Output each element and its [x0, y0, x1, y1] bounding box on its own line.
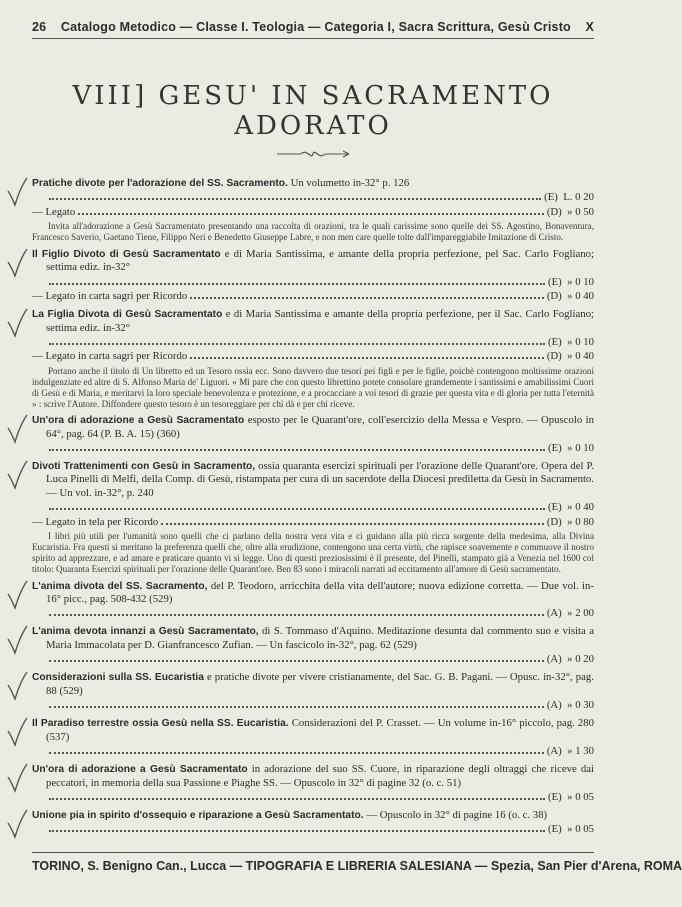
edition-code: (E): [548, 275, 562, 288]
bound-edition-line: [32, 289, 594, 303]
handwritten-check-icon: [6, 671, 28, 701]
section-roman: X: [585, 20, 594, 34]
entry-description: [32, 763, 594, 790]
catalog-entry: [32, 308, 594, 409]
page-number: 26: [32, 20, 47, 34]
entry-details: — Opuscolo in 32° di pagine 16 (o. c. 38): [366, 809, 548, 822]
running-title: Catalogo Metodico — Classe I. Teologia — Categoria I, Sacra Scrittura, Gesù Cristo: [60, 20, 571, 34]
dot-leader: [49, 275, 545, 285]
entry-details: del P. Teodoro, arricchita della vita dell'autore; nuova edizione corretta. — Due vol. in-16° picc., pag. 508-432 (529): [46, 579, 595, 605]
price-line: [32, 790, 594, 804]
handwritten-check-icon: [6, 414, 28, 444]
dot-leader: [49, 500, 545, 510]
handwritten-check-icon: [6, 763, 28, 793]
catalog-entry: [32, 671, 594, 712]
entry-title: L'anima divota del SS. Sacramento,: [32, 580, 208, 592]
handwritten-check-icon: [6, 248, 28, 278]
bound-edition-code: (D): [546, 350, 562, 363]
catalog-entry: [32, 763, 594, 804]
bound-edition-line: [32, 205, 594, 219]
bound-edition-price: » 0 50: [567, 205, 594, 218]
running-header: [32, 20, 594, 39]
price-line: [32, 606, 594, 620]
entry-title: Il Paradiso terrestre ossia Gesù nella SS. Eucaristia.: [32, 718, 289, 730]
entry-description: [32, 809, 594, 822]
price-line: [32, 335, 594, 349]
entry-list: [32, 177, 594, 837]
bound-edition-price: » 0 40: [567, 290, 594, 303]
entry-title: Un'ora di adorazione a Gesù Sacramentato: [32, 415, 245, 427]
catalog-entry: [32, 414, 594, 455]
entry-description: [32, 414, 594, 441]
bound-edition-code: (D): [546, 205, 562, 218]
entry-title: Pratiche divote per l'adorazione del SS. Sacramento.: [32, 178, 288, 189]
entry-title: Divoti Trattenimenti con Gesù in Sacramento,: [32, 461, 256, 473]
edition-code: (E): [548, 501, 562, 514]
dot-leader: [49, 698, 544, 708]
entry-note: Invita all'adorazione a Gesù Sacramentato presentando una raccolta di orazioni, tra le quali carissime sono quelle dei SS. Agostino, Bonaventura, Francesco Saverio, Gaetano Tiene, Filippo Neri e Benedetto Giuseppe Labre, e non men care quelle tolte dall'impareggiabile Imitazione di Cristo.: [32, 221, 594, 243]
bound-edition-line: [32, 349, 594, 363]
entry-price: » 0 20: [567, 653, 594, 666]
entry-price: L. 0 20: [563, 191, 594, 204]
dot-leader: [49, 441, 545, 451]
dot-leader: [49, 606, 544, 616]
bound-edition-label: — Legato in carta sagri per Ricordo: [32, 350, 188, 363]
entry-price: » 0 40: [567, 501, 594, 514]
catalog-entry: [32, 460, 594, 575]
entry-description: [32, 177, 594, 190]
dot-leader: [49, 190, 541, 200]
bound-edition-code: (D): [546, 290, 562, 303]
entry-details: di S. Tommaso d'Aquino. Meditazione desunta dal commento suo e visita a Maria Immacolata per D. Gianfrancesco Zufian. — Un fascicolo in-32°, pag. 62 (529): [46, 625, 594, 651]
entry-description: [32, 580, 594, 607]
entry-details: e di Maria Santissima, e amante della propria perfezione, pel Sac. Carlo Fogliano; settima ediz. in-32°: [46, 247, 595, 274]
dot-leader: [78, 205, 544, 215]
edition-code: (A): [546, 653, 562, 666]
dot-leader: [49, 790, 545, 800]
handwritten-check-icon: [6, 717, 28, 747]
entry-price: » 0 05: [567, 791, 594, 803]
price-line: [32, 190, 594, 204]
entry-title: Un'ora di adorazione a Gesù Sacramentato: [32, 764, 248, 776]
entry-price: » 2 00: [567, 607, 594, 620]
handwritten-check-icon: [6, 580, 28, 610]
section-title: VIII] GESU' IN SACRAMENTO ADORATO: [72, 81, 554, 141]
edition-code: (E): [548, 823, 562, 836]
entry-title: L'anima devota innanzi a Gesù Sacramentato,: [32, 626, 259, 638]
ornament-flourish-icon: [273, 147, 353, 161]
catalog-entry: [32, 580, 594, 621]
bound-edition-price: » 0 40: [567, 350, 594, 363]
price-line: [32, 698, 594, 712]
edition-code: (A): [546, 699, 562, 712]
entry-details: e pratiche divote per vivere cristianamente, del Sac. G. B. Pagani. — Opusc. in-32°, pag. 88 (529): [46, 671, 594, 697]
edition-code: (A): [546, 745, 562, 758]
handwritten-check-icon: [6, 177, 28, 207]
publisher-footer: TORINO, S. Benigno Can., Lucca — TIPOGRAFIA E LIBRERIA SALESIANA — Spezia, San Pier d'Arena, ROMA: [32, 852, 594, 873]
dot-leader: [190, 289, 544, 299]
entry-details: esposto per le Quarant'ore, coll'esercizio della Messa e Vespro. — Opuscolo in 64°, pag. 64 (P. B. A. 15) (360): [46, 414, 594, 440]
entry-details: Considerazioni del P. Crasset. — Un volume in-16° piccolo, pag. 280 (537): [46, 717, 595, 743]
entry-description: [32, 717, 594, 744]
entry-price: » 0 05: [567, 823, 594, 836]
entry-details: ossia quaranta esercizi spirituali per l'orazione delle Quarant'ore. Opera del P. Luca Pinelli di Melfi, della Comp. di Gesù, ristampata per cura di un sacerdote della Diocesi prediletta da Gesù in Sacramento. — Un vol. in-32°, p. 240: [46, 460, 595, 499]
bound-edition-label: — Legato in carta sagri per Ricordo: [32, 290, 188, 303]
bound-edition-price: » 0 80: [567, 515, 594, 528]
entry-note: I libri più utili per l'umanità sono quelli che ci parlano della nostra vera vita e ci guidano alla più ricca sorgente della medesima, alla Divina Eucaristia. Fra questi si meritano la preferenza quelli che, oltre alla erudizione, contengono una certa virtù, che rapisce soavemente e commuove il nostro spirito ad apprezzare, e ad amare e praticare quanto vi si legge. Uno di questi preziosissimi è il presente, del Pinelli, stampato già a Venezia nel 1600 col titolo: Quaranta Esercizi spirituali per l'orazione delle Quarant'ore. Ben 83 sono i miracoli narrati ad eccitamento all'amore di Gesù sacramentato.: [32, 531, 594, 574]
entry-description: [32, 671, 594, 698]
dot-leader: [49, 335, 545, 345]
entry-title: Il Figlio Divoto di Gesù Sacramentato: [32, 248, 221, 260]
entry-details: in adorazione del suo SS. Cuore, in riparazione degli oltraggi che riceve dai peccatori, in memoria della sua Passione e Piaghe SS. — Opuscolo in 32° di pagine 32 (o. c. 51): [46, 763, 594, 789]
catalog-entry: [32, 809, 594, 837]
bound-edition-label: — Legato in tela per Ricordo: [32, 515, 159, 528]
entry-price: » 1 30: [567, 745, 594, 758]
edition-code: (E): [544, 191, 558, 204]
entry-price: » 0 30: [567, 699, 594, 712]
entry-details: Un volumetto in-32° p. 126: [290, 177, 410, 189]
catalog-entry: [32, 248, 594, 304]
entry-title: La Figlia Divota di Gesù Sacramentato: [32, 309, 223, 321]
price-line: [32, 500, 594, 514]
entry-description: [32, 308, 594, 335]
edition-code: (E): [548, 791, 562, 803]
price-line: [32, 744, 594, 758]
handwritten-check-icon: [6, 625, 28, 655]
entry-description: [32, 460, 594, 500]
entry-title: Considerazioni sulla SS. Eucaristia: [32, 672, 204, 684]
bound-edition-line: [32, 515, 594, 529]
edition-code: (A): [546, 607, 562, 620]
entry-price: » 0 10: [567, 335, 594, 348]
price-line: [32, 275, 594, 289]
dot-leader: [49, 652, 544, 662]
bound-edition-label: — Legato: [32, 205, 76, 218]
dot-leader: [49, 744, 544, 754]
edition-code: (E): [548, 335, 562, 348]
dot-leader: [190, 349, 544, 359]
dot-leader: [49, 822, 545, 832]
price-line: [32, 652, 594, 666]
handwritten-check-icon: [6, 809, 28, 839]
dot-leader: [161, 515, 544, 525]
bound-edition-code: (D): [546, 515, 562, 528]
entry-description: [32, 625, 594, 652]
entry-title: Unione pia in spirito d'ossequio e riparazione a Gesù Sacramentato.: [32, 810, 364, 822]
handwritten-check-icon: [6, 308, 28, 338]
edition-code: (E): [548, 442, 562, 454]
catalog-entry: [32, 177, 594, 243]
catalog-entry: [32, 717, 594, 758]
ornament-divider: [32, 147, 594, 161]
entry-details: e di Maria Santissima e amante della propria perfezione, per il Sac. Carlo Fogliano; settima ediz. in-32°: [46, 308, 594, 334]
entry-description: [32, 248, 594, 275]
price-line: [32, 822, 594, 836]
entry-price: » 0 10: [567, 442, 594, 454]
entry-price: » 0 10: [567, 275, 594, 288]
entry-note: Portano anche il titolo di Un libretto ed un Tesoro ossia ecc. Sono davvero due tesori pei figli e per le figlie, poichè contengono moltissime orazioni indulgenziate ed altre di S. Alfonso Maria de' Liguori. « Mi pare che con questo librettino potete consolare grandemente i santissimi e amabilissimi Cuori di Gesù e di Maria, e meritarvi la loro speciale benevolenza e protezione, e a procacciare a voi tesori di grazie per questa vita e di gloria per tutta l'eternità » : scrive l'Autore. Diffondere questo tesoro è un tesoreggiare per chi dà e per chi riceve.: [32, 365, 594, 409]
price-line: [32, 441, 594, 455]
handwritten-check-icon: [6, 460, 28, 490]
catalog-entry: [32, 625, 594, 666]
